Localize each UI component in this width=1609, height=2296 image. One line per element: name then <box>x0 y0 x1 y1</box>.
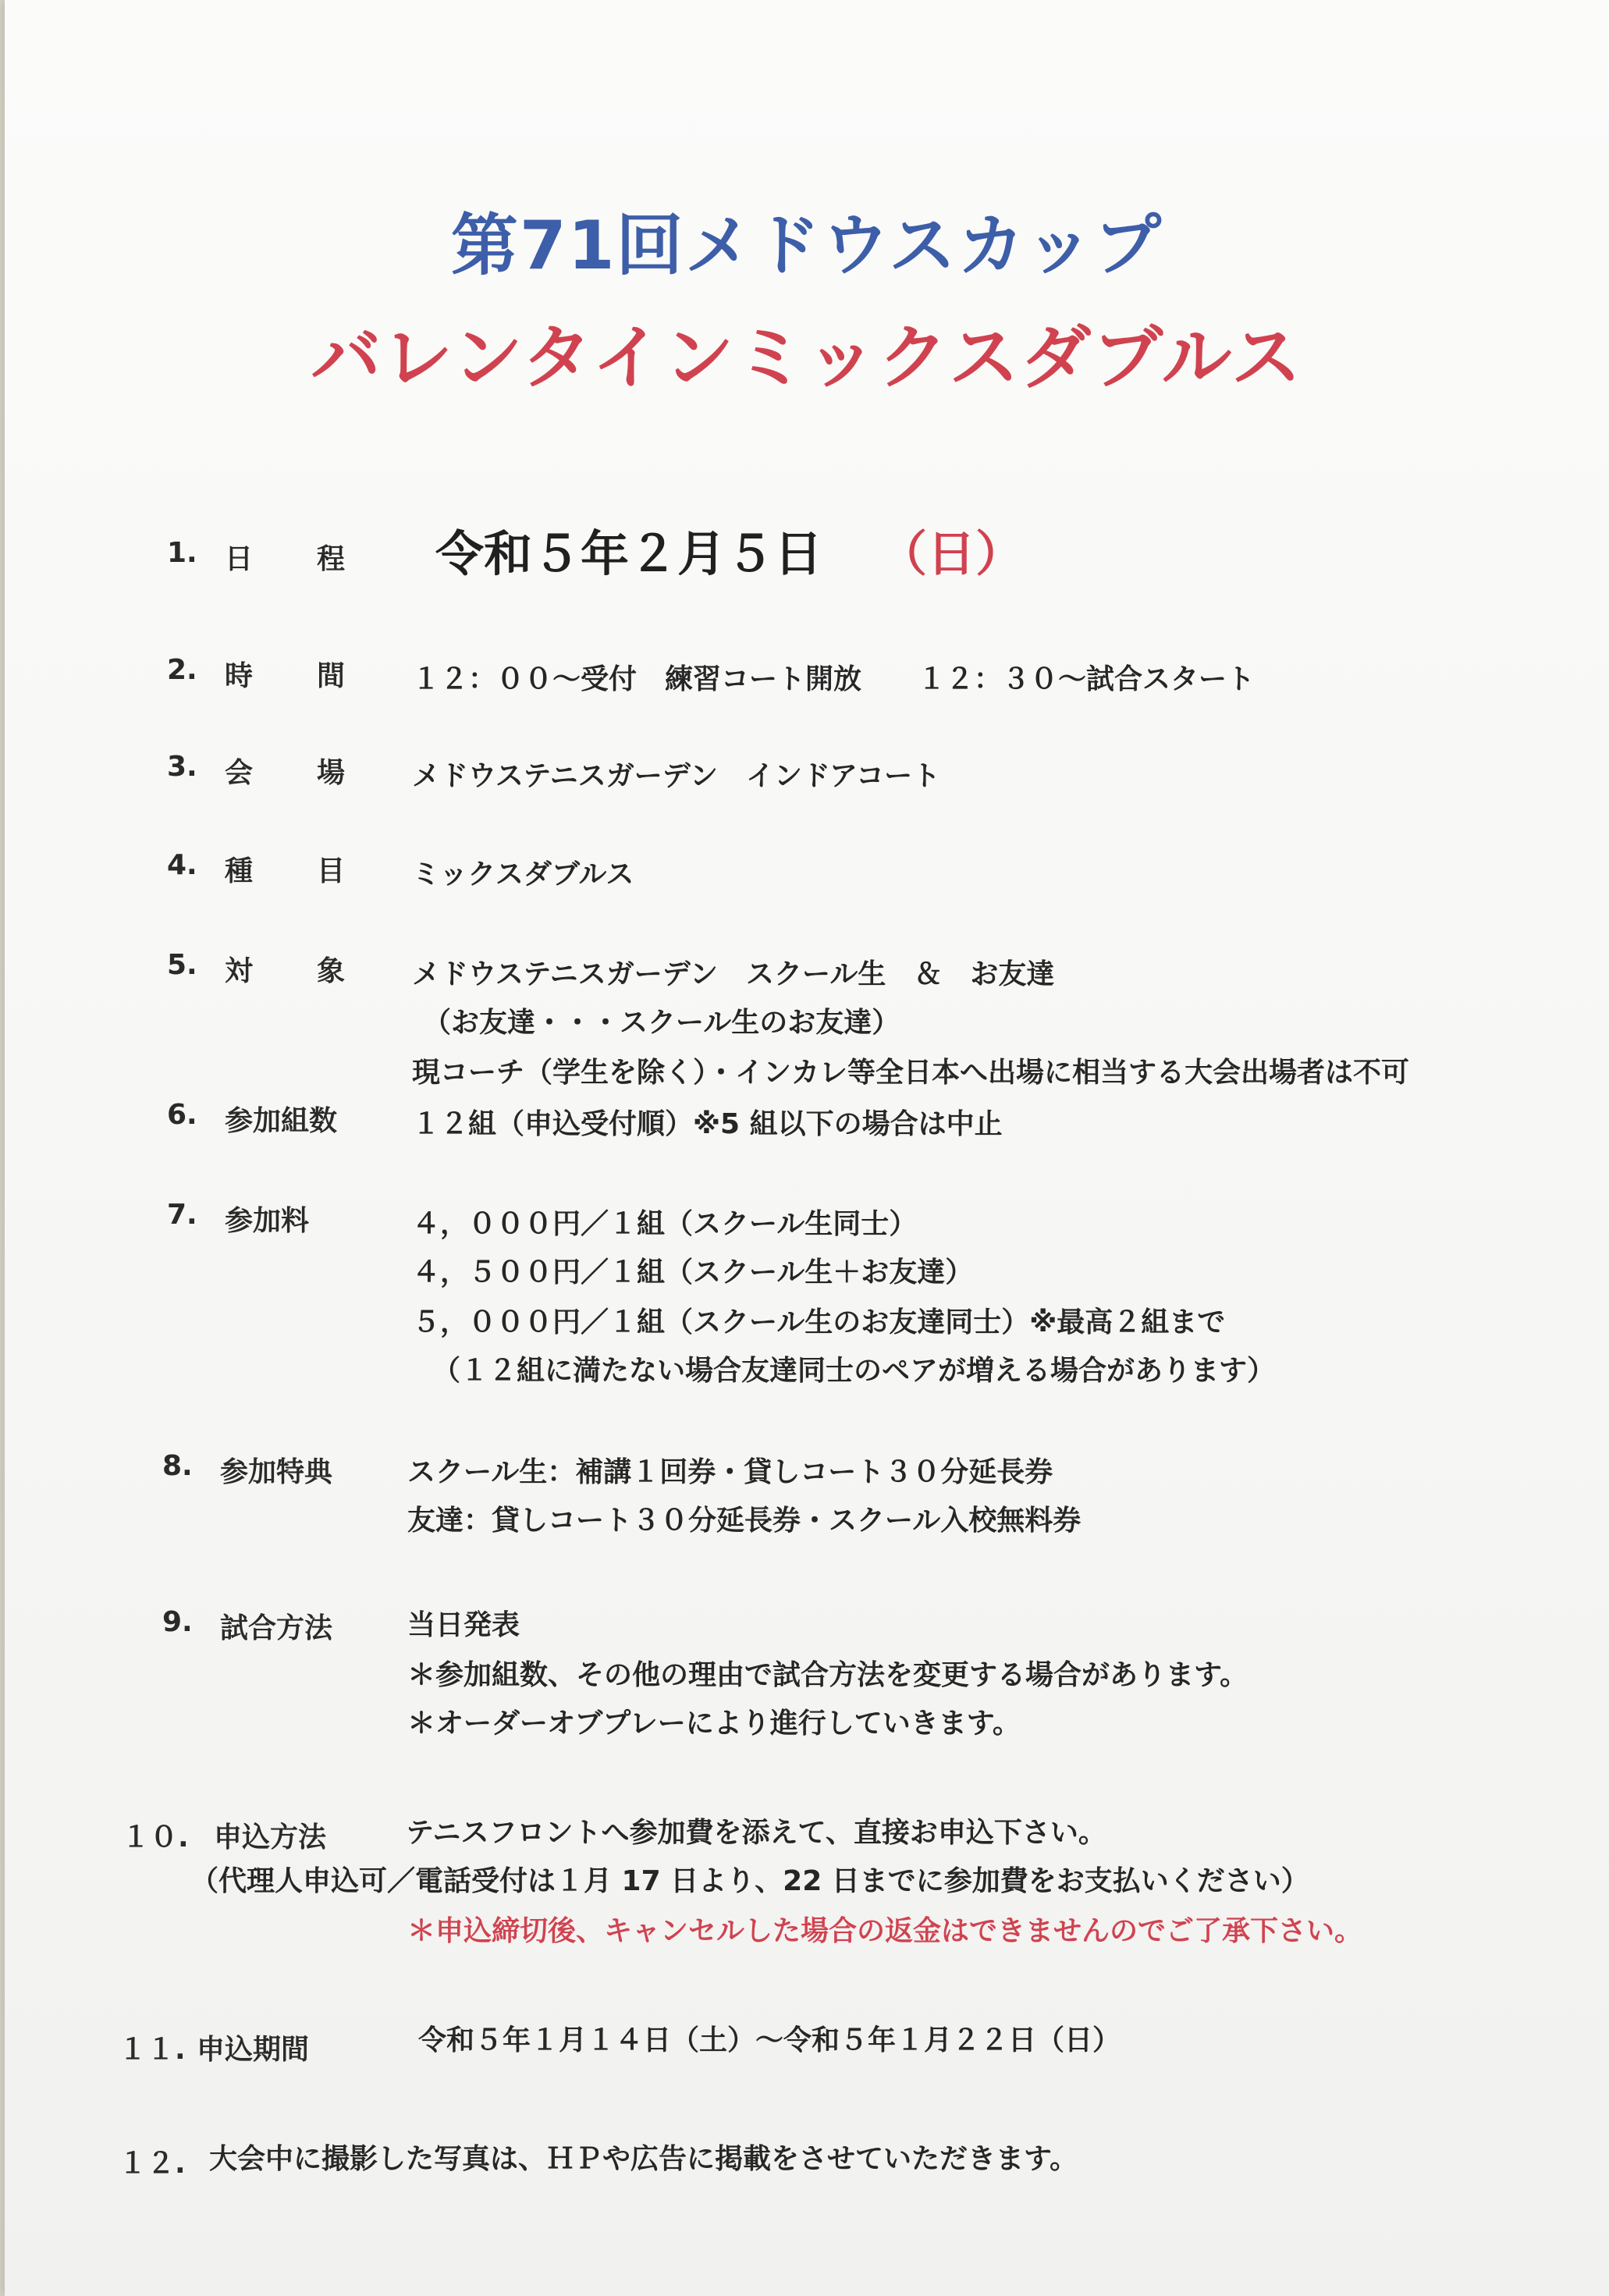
section-9-label: 試合方法 <box>220 1612 333 1644</box>
section-10-label: 申込方法 <box>214 1822 327 1854</box>
eligibility-line: （お友達・・・スクール生のお友達） <box>423 1007 900 1039</box>
section-6-label: 参加組数 <box>225 1105 338 1137</box>
section-4-label-b: 目 <box>317 855 346 887</box>
section-5-label-a: 対 <box>225 955 254 987</box>
section-12-number: １２. <box>119 2148 186 2180</box>
venue: メドウステニスガーデン インドアコート <box>412 760 941 792</box>
section-10-number: １０. <box>122 1822 189 1854</box>
benefit-line: スクール生：補講１回券・貸しコート３０分延長券 <box>407 1456 1053 1488</box>
section-3-label-b: 場 <box>317 757 346 789</box>
event-weekday: （日） <box>879 525 1025 582</box>
fee-line: ５，０００円／１組（スクール生のお友達同士）※最高２組まで <box>412 1306 1226 1338</box>
application-note: （代理人申込可／電話受付は１月 17 日より、22 日までに参加費をお支払いください） <box>190 1865 1309 1897</box>
match-format: 当日発表 <box>407 1609 520 1641</box>
section-1-number: 1. <box>167 537 197 569</box>
cancellation-warning: ＊申込締切後、キャンセルした場合の返金はできませんのでご了承下さい。 <box>407 1915 1363 1947</box>
section-1-label-a: 日 <box>225 543 254 575</box>
team-count: １２組（申込受付順）※5 組以下の場合は中止 <box>412 1108 1003 1140</box>
section-11-label: 申込期間 <box>197 2034 310 2066</box>
eligibility-line: メドウステニスガーデン スクール生 ＆ お友達 <box>412 958 1055 990</box>
section-9-number: 9. <box>162 1606 193 1638</box>
section-3-number: 3. <box>167 751 197 783</box>
section-7-label: 参加料 <box>225 1205 310 1237</box>
event-title: 第71回メドウスカップ <box>450 207 1163 285</box>
fee-line: ４，０００円／１組（スクール生同士） <box>412 1208 918 1240</box>
section-6-number: 6. <box>167 1099 197 1131</box>
fee-line: ４，５００円／１組（スクール生＋お友達） <box>412 1256 974 1288</box>
event-date: 令和５年２月５日 <box>435 525 823 582</box>
section-4-label-a: 種 <box>225 855 254 887</box>
application-method: テニスフロントへ参加費を添えて、直接お申込下さい。 <box>406 1817 1106 1849</box>
match-format-note: ＊オーダーオブプレーにより進行していきます。 <box>407 1708 1021 1740</box>
section-7-number: 7. <box>167 1199 197 1231</box>
section-11-number: １１. <box>119 2034 186 2066</box>
section-5-label-b: 象 <box>317 955 346 987</box>
section-1-label-b: 程 <box>317 543 346 575</box>
application-period: 令和５年１月１４日（土）～令和５年１月２２日（日） <box>418 2024 1121 2056</box>
section-8-label: 参加特典 <box>220 1456 333 1488</box>
section-2-label-b: 間 <box>317 660 346 692</box>
section-8-number: 8. <box>162 1450 193 1482</box>
section-5-number: 5. <box>167 949 197 981</box>
benefit-line: 友達：貸しコート３０分延長券・スクール入校無料券 <box>407 1505 1082 1537</box>
section-3-label-a: 会 <box>225 757 254 789</box>
section-2-number: 2. <box>167 654 197 686</box>
event-subtitle: バレンタインミックスダブルス <box>311 317 1303 399</box>
eligibility-line: 現コーチ（学生を除く）・インカレ等全日本へ出場に相当する大会出場者は不可 <box>412 1057 1410 1089</box>
section-2-label-a: 時 <box>225 660 254 692</box>
match-format-note: ＊参加組数、その他の理由で試合方法を変更する場合があります。 <box>407 1659 1248 1691</box>
fee-note: （１２組に満たない場合友達同士のペアが増える場合があります） <box>432 1355 1276 1387</box>
photo-notice: 大会中に撮影した写真は、ＨＰや広告に掲載をさせていただきます。 <box>209 2143 1078 2175</box>
section-4-number: 4. <box>167 849 197 881</box>
event-type: ミックスダブルス <box>412 858 634 890</box>
flyer-paper <box>5 0 1609 2296</box>
time-schedule: １２：００～受付 練習コート開放 １２：３０～試合スタート <box>412 663 1256 695</box>
